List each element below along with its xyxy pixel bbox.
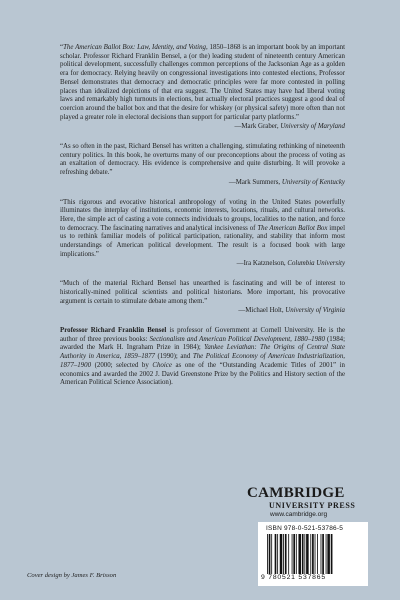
endorsement	[60, 280, 345, 316]
endorsements	[60, 44, 345, 316]
endorsement-quote: “This rigorous and evocative historical anthropology of voting in the United States powerfully illuminates the interplay of institutions, economic interests, locations, rituals, and cultural networks. Here, the simple act of casting a vote connects individuals to groups, localities to the nation, and force to democracy. The fascinating narratives and analytical incisiveness of The American Ballot Box impel us to rethink familiar models of political participation, rationality, and stability that inform most understandings of American political development. The result is a focused book with large implications.”	[60, 198, 345, 258]
endorsement-attribution	[60, 179, 345, 188]
endorser-name: —Mark Summers,	[228, 178, 282, 186]
endorsement	[60, 143, 345, 188]
isbn-text: ISBN 978-0-521-53786-5	[266, 525, 344, 532]
endorsement-quote: “As so often in the past, Richard Bensel has written a challenging, stimulating rethinking of nineteenth century politics. In this book, he overturns many of our preconceptions about the process of voting as an exaltation of democracy. His evidence is comprehensive and quite disturbing. It will provoke a refreshing debate.”	[60, 143, 345, 177]
endorsement-attribution	[60, 307, 345, 316]
endorsement-quote: “The American Ballot Box: Law, Identity, and Voting, 1850–1868 is an important book by an important scholar. Professor Richard Franklin Bensel, a (or the) leading student of nineteenth century American political development, successfully challenges common perceptions of the Jacksonian Age as a golden era for democracy. Relying heavily on congressional investigations into contested elections, Professor Bensel demonstrates that democracy and democratic principles were far more contested in polling places than idealized depictions of that era suggest. The United States may have had liberal voting laws and remarkably high turnouts in elections, but actually electoral practices suggest a good deal of coercion around the ballot box and that the desire for whiskey (or physical safety) more often than not played a greater role in electoral decisions than support for particular party platforms.”	[60, 44, 345, 121]
barcode-icon	[267, 534, 361, 574]
text-column	[60, 44, 345, 388]
author-name: Professor Richard Franklin Bensel	[60, 326, 167, 334]
publisher-name: CAMBRIDGE	[247, 485, 345, 501]
endorsement-attribution	[60, 260, 345, 269]
endorsement-quote: “Much of the material Richard Bensel has unearthed is fascinating and will be of interest to historically-mined political scientists and political historians. More important, his provocative argument is certain to stimulate debate among them.”	[60, 280, 345, 305]
endorsement	[60, 199, 345, 270]
endorser-name: —Mark Graber,	[234, 123, 281, 131]
endorsement-attribution	[60, 123, 345, 132]
endorser-affiliation: University of Virginia	[285, 307, 345, 315]
endorser-name: —Michael Holt,	[238, 307, 286, 315]
ean-number: 9 780521 537865	[261, 574, 326, 581]
cover-credit: Cover design by James F. Brisson	[27, 572, 117, 579]
publisher-url: www.cambridge.org	[270, 511, 328, 518]
endorser-affiliation: University of Maryland	[280, 123, 345, 131]
author-bio-body: is professor of Government at Cornell University. He is the author of three previous books: Sectionalism and American Political Development, 1880–1980 (1984; awarded the Mark H. Ingraham Prize in 1984); Yankee Leviathan: The Origins of Central State Authority in America, 1859–1877 (1990); and The Political Economy of American Industrialization, 1877–1900 (2000; selected by Choice as one of the “Outstanding Academic Titles of 2001” in economics and awarded the 2002 J. David Greenstone Prize by the Politics and History section of the American Political Science Association).	[60, 326, 346, 387]
publisher-press: UNIVERSITY PRESS	[269, 501, 356, 510]
endorser-affiliation: University of Kentucky	[281, 178, 345, 186]
endorser-name: —Ira Katznelson,	[236, 260, 288, 268]
author-bio	[60, 327, 345, 388]
barcode-panel	[258, 522, 368, 586]
publisher-logo	[247, 486, 359, 519]
endorsement	[60, 44, 345, 132]
endorser-affiliation: Columbia University	[287, 260, 345, 268]
